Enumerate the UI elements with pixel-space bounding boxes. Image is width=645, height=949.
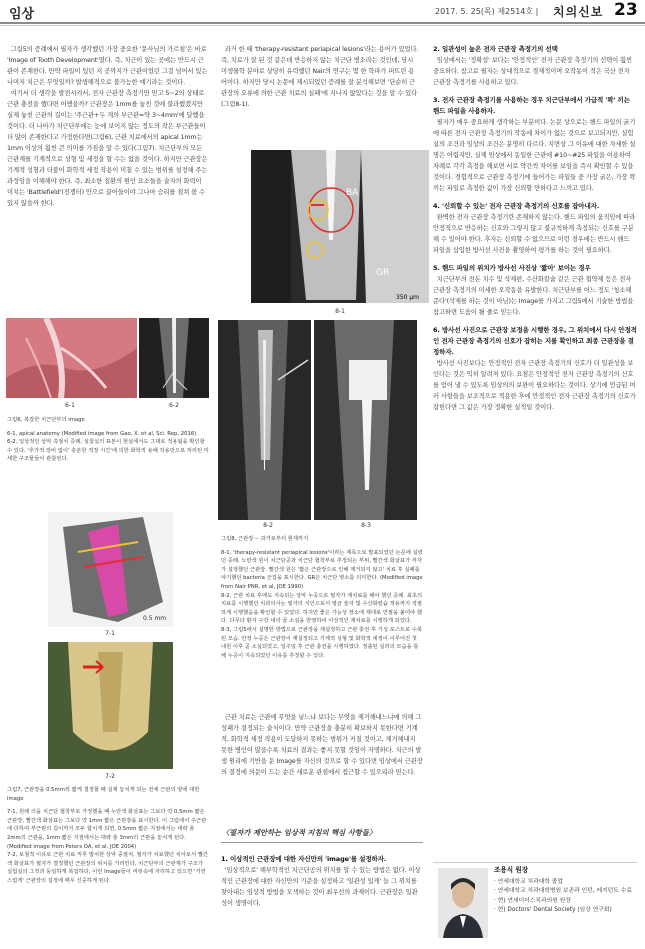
figure-8-3-xray — [314, 320, 417, 520]
guideline-heading: 3. 전자 근관장 측정기를 사용하는 경우 치근단부에서 가급적 '꽉' 끼는 핸드 파일을 사용하자. — [433, 96, 630, 115]
column-2-text-b — [221, 712, 423, 778]
figure-label: 6-2 — [169, 402, 179, 409]
figure-title: 그림6, 복잡한 치근단부의 image — [7, 417, 85, 423]
column-2-text — [221, 44, 419, 110]
caption-text: 7-1, 원래 의을 치근단 협착부로 가정했을 때 누란색 화살표는 그보다 약 0.5mm 짧은 근관장, 빨간색 화살표는 그보다 약 1mm 짧은 근관장을 표시한다. 이 그림에서 주근관에 더하여 부근관의 길이까지 모두 합치게 되면, 0.5mm 짧은 지점에서는 대략 총 2mm의 근관을, 1mm 짧은 지점에서는 대략 총 3mm의 근관을 놓치게 된다. (Modified image from Peters OA, et al, JOE 2004) — [7, 809, 207, 850]
caption-text: 6-1, apical anatomy (Modified image from Gao, X. et al, Sci. Rep, 2016) — [7, 430, 197, 437]
figure-label: 7-1 — [105, 630, 115, 637]
paragraph: 치근단부의 전돈 치수 및 삭제편, 수산화칼슘 같은 근관 첩약제 등은 전자 근관장 측정기의 미세한 오작동을 유발한다. 치근단부를 어느 정도 '청소해준다'(삭제를 하는 것이 아님)는 Image를 가지고 그림5에서 기술한 방법을 참고하면 도움이 될 줄로 믿는다. — [433, 276, 634, 316]
caption-text: 6-2, 일상적인 상악 측절치 증례, 실험실의 표본이 현실에서도 그대로 적용됨을 확인할 수 있다. '추가적 장비 없이' 충분한 적정 시간'에 의한 화학적 용해 작용만으로 처리된 미세한 구조물들이 관찰된다. — [7, 439, 209, 463]
paragraph: '임상적으로' 해부학적인 치근단공의 위치를 알 수 있는 방법은 없다. 이상적인 근관장에 대한 자신만의 기준을 설정하고 '일관성 있게' 늘 그 위치를 찾아내는 임상적 방법을 모색하는 것이 최우선의 과제이다. 근관장은 일관성이 생명이다. — [221, 867, 421, 907]
guideline-1 — [221, 854, 423, 909]
page-number: 23 — [614, 0, 638, 20]
column-1-text — [7, 44, 209, 209]
caption-text: 8-1, 'therapy-resistant periapical lesions'이라는 제목으로 발표되었던 논문에 실렸던 증례. 노란색 원이 치근단공과 치근단 협착부로 추정되는 부위, 빨간색 화살표가 저자가 설정했던 근관장. 빨간색 원은 '짧은 근관장으로 인해 제거되지 않고' 치료 후 실패를 야기했던 bacteria 군집을 표시한다. GR은 치근단 병소를 의미한다. (Modified image from Nair PNR, et al, JOE 1990) — [221, 549, 423, 590]
ba-label: BA — [346, 188, 359, 198]
figure-8-2-xray — [218, 320, 311, 520]
figure-8-1-image — [251, 150, 429, 303]
section-subtitle: 〈필자가 제안하는 임상적 지침의 핵심 사항들〉 — [222, 828, 377, 837]
paragraph: 그림5의 증례에서 필자가 생각했던 가장 중요한 '문사님의 가르침'은 바로 'Image of Tooth Development'였다. 즉, 치근이 있는 곳에는 반드시 근관이 존재한다. 만약 파일이 있던 저 곳까지가 근관이었던 그걸 넘어서 있는 나머지 치근은 무엇일까? 발생해적으로 불가능한 얘기라는 것이다. — [7, 46, 208, 86]
career-item: · 연세대학교 치과대학병원 보존과 인턴, 레지던트 수료 — [494, 888, 632, 895]
caption-text: 7-2, 보철적 이유로 근관 치료 직후 발치한 상악 중절치, 필자가 치료했던 치아로서 빨간색 화살표가 필자가 결정했던 근관장의 위치를 가리킨다, 치근단부의 근관계가 구조가 실험실의 그것과 동일하게 복잡하다, 이런 Image들이 머릿속에 자리하고 있으면 '거연스럽게' 근관장의 설정에 매우 신중하게 된다. — [7, 852, 209, 884]
issue-date: 2017. 5. 25(목) 제2514호 | — [435, 7, 539, 16]
figure-label: 8-1 — [335, 308, 345, 315]
figure-8-caption — [221, 535, 423, 660]
figure-title: 그림7, 근관장을 0.5mm씩 짧게 결정할 때 실제 놓치게 되는 전체 근관의 양에 대한 image — [7, 787, 200, 802]
figure-6-1-image — [6, 318, 137, 398]
guideline-heading: 6. 방사선 사진으로 근관장 보정을 시행한 경우, 그 위치에서 다시 안정적인 전자 근관장 측정기의 신호가 잡히는 지를 확인하고 최종 근관장을 결정하자. — [433, 326, 637, 356]
caption-text: 8-2, 근관 치료 후에도 지속되는 상악 누공으로 필자가 재치료를 해야 했던 증례. 최초의 치료를 시행했던 치과의사는 필자의 지인으로서 평균 술자 및 수산화칼슘 적용까지 적절하게 시행했음을 확인할 수 있었다. 하지만 좋은 가능성 장소에 제대로 연필을 붙여야 했다. 다무다 환자 구강 내의 골 소실을 반영하여 이상적인 재치료를 시행하게 되었다. — [221, 592, 423, 625]
author-rule — [433, 862, 637, 863]
paragraph: 필자가 매우 중요하게 생각하는 부분이다. 논문 상으로는 핸드 파일의 굵기에 따른 전자 근관장 측정기의 작동에 차이가 없는 것으로 보고되지만, 실험실의 조건과 임상의 조건은 분명히 다르다. 지면상 그 이유에 대한 자세한 설명은 어렵지만, 실제 임상에서 동일한 근관에 #10~#25 파일을 이용하여 차례로 각각 측정을 해보면 서로 약간씩 차이를 보임을 즉시 확인할 수 있을 것이다. 경험적으로 근관장 측정기에 들어가는 파일들 중 가장 굵은, 가장 꽉 끼는 파일로 측정한 값이 가장 신뢰할 만하다고 느끼고 있다. — [433, 119, 636, 192]
guideline-heading: 1. 이상적인 근관장에 대한 자신만의 'image'를 설정하자. — [221, 855, 387, 863]
career-item: · 현) Doctors' Dental Society (임상 연구회) — [494, 906, 612, 913]
author-bio — [494, 866, 639, 915]
section-rule — [221, 842, 423, 843]
scale-label: 0.5 mm — [143, 615, 167, 622]
column-3-text — [433, 44, 637, 413]
author-name: 조용식 원장 — [494, 866, 529, 874]
career-item: · 현) 연세더더스치과의원 원장 — [494, 897, 571, 904]
figure-6-caption — [7, 416, 209, 464]
header-rule-thin — [0, 25, 645, 26]
paragraph: 완벽한 전자 근관장 측정기란 존재하지 않는다. 핸드 파일의 움직임에 따라 안정적으로 반응하는 신호와 그렇지 않고 불규칙하게 측정되는 신호를 구분해 수 있어야 한다. 후자는 신뢰할 수 없으므로 이런 경우에는 반드시 핸드 파일을 삽입한 방사선 사진을 촬영하여 평가를 하는 것이 필요하다. — [433, 214, 636, 254]
newspaper-logo: 치의신보 — [553, 5, 604, 19]
guideline-heading: 2. 일관성이 높은 전자 근관장 측정기의 선택 — [433, 45, 558, 53]
guideline-heading: 4. '신뢰할 수 있는' 전자 근관장 측정기의 신호를 잡아내자. — [433, 202, 600, 210]
paragraph: 방사선 사진보다는 안정적인 전자 근관장 측정기의 신호가 더 일관성을 보인다는 것은 익히 알려져 있다. 요점은 안정적인 전자 근관장 측정기의 신호를 얻어 낼 수 있도록 임상의의 보완이 필요하다는 것이다. 상기에 언급된 여러 사항들을 보조적으로 적용한 후에 안정적인 전자 근관장 측정기의 신호가 잡힌다면 그 값은 가장 정확한 실적일 것이다. — [433, 360, 636, 411]
figure-label: 6-1 — [65, 402, 75, 409]
gr-label: GR — [376, 268, 390, 278]
scale-label: 350 μm — [396, 294, 420, 301]
paragraph: 여기서 더 생각을 발전시켜서, 전자 근관장 측정기만 믿고 5~2의 상태로 근관 충전을 했다면 어땠을까? 근관장은 1mm를 놓친 것에 불과했겠지만 실제 놓친 근관의 길이는 '주근관+두 개의 부근관=약 3~4mm'에 달했을 것이다. 더 나아가 치근단부에는 눈에 보이지 않는 정도의 작은 부근관들이 더 많이 존재한다고 가정한다면(그림6), 근관 치료에서의 apical 1mm는 1mm 이상의 훨씬 큰 의미를 가짐을 알 수 있다(그림7). 치근단부의 모든 근관계를 기계적으로 성형 및 세정을 할 수는 없을 것이다. 하지만 근관장은 기계적 성형과 더불어 화학적 세정 작용이 미칠 수 있는 범위를 설정해 주는 과정임을 이해해야 한다. 즉, 최소한 질환의 원인 요소들을 술자의 화력이 미치는 'Battlefield'(전쟁터) 안으로 끌어들이야 그나마 승리를 점쳐 볼 수 있지 않을까 한다. — [7, 90, 208, 207]
figure-7-2-image — [48, 642, 173, 769]
figure-title: 그림8, 근관장 -- 과거로부터 현재까지 — [221, 536, 309, 542]
figure-label: 8-3 — [361, 522, 371, 529]
paragraph: 과거 한 때 'therapy-resistant periapical lesions'라는 용어가 있었다. 즉, 치료가 잘 된 것 같은데 반응하지 않는 치근단 병소라는 것인데, 당시 미생물학 분야로 상당히 유력했던 Nair의 연구는 몇 한 학파가 퍼뜨린 용어이다. 하지만 당시 논문에 제시되었던 증례를 잘 분석해보면 '단순히 근관장의 오류에 의한 근관 치료의 실패'에 지나지 않았다는 것을 알 수 있다(그림8-1). — [221, 46, 419, 108]
figure-7-caption — [7, 786, 209, 886]
career-item: · 연세대학교 치과대학 졸업 — [494, 879, 563, 886]
guideline-heading: 5. 핸드 파일의 위치가 방사선 사진상 '짧아' 보이는 경우 — [433, 264, 591, 272]
caption-text: 8-3, 그림5에서 설명한 방법으로 근관장을 재설정하고 근관 충전 후 기성 포스트로 수복된 모습. 안정 누공은 근관장이 재설정되고 기계적 성형 및 화학적 세정이 이루어진 첫 내원 이후 곧 소실되었고, 일주일 후 근관 충전을 시행하였다. 정출된 실러의 모습을 통해 누공이 지속되었던 이유를 추정할 수 있다. — [221, 626, 423, 659]
paragraph: 근관 치료는 근관에 무엇을 넣느냐 보다는 무엇을 제거해내느냐에 의해 그 성패가 결정되는 술식이다. 만약 근관장을 충분히 확보하지 못한다면 기계적, 화학적 세정 작용이 도달하지 못하는 범위가 커질 것이고, 제거해내지 못한 병인이 많을수록 치료의 결과는 좋지 못할 것임이 자명하다. 치근의 발생 원리에 기반을 둔 Image를 자신의 것으로 할 수 있다면 임상에서 근관장의 결정에 의문이 드는 순간 새로운 관점에서 접근할 수 있으리라 믿는다. — [221, 714, 423, 776]
author-photo — [438, 868, 488, 938]
figure-7-1-image — [48, 512, 173, 627]
section-title: 임상 — [9, 7, 35, 22]
figure-label: 8-2 — [263, 522, 273, 529]
figure-label: 7-2 — [105, 773, 115, 780]
paragraph: 임상에서는 '정확성' 보다는 '안정적인' 전자 근관장 측정기의 선택이 훨씬 중요하다. 참고로 필자는 상대적으로 경제적이며 오작동이 적은 국산 전자 근관장 측정기를 사용하고 있다. — [433, 57, 633, 86]
header-rule — [0, 22, 645, 24]
figure-6-2-xray — [139, 318, 209, 398]
